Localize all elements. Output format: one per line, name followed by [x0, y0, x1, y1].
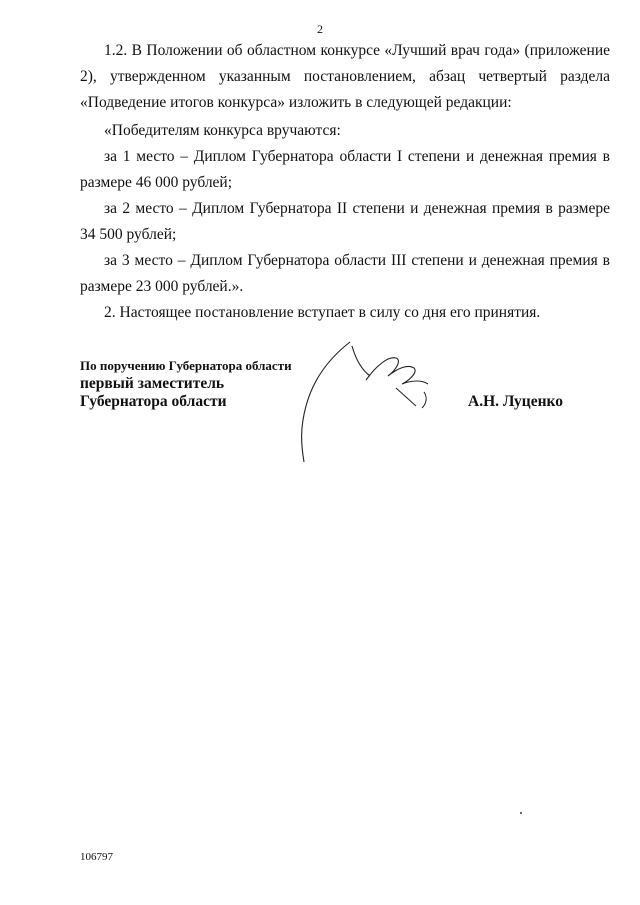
signatory-name: А.Н. Луценко: [468, 393, 564, 410]
signature-position-line1: первый заместитель: [80, 375, 225, 392]
signature-position-line2: Губернатора области: [80, 393, 227, 410]
handwritten-signature: [292, 336, 442, 466]
page-number: 2: [317, 22, 323, 36]
paragraph-1-2: 1.2. В Положении об областном конкурсе «Лучший врач года» (приложение 2), утвержденном указанным постановлением, абзац четвертый раздела «Подведение итогов конкурса» изложить в следующей редакции:: [80, 42, 610, 111]
paragraph-third-place: за 3 место – Диплом Губернатора области III степени и денежная премия в размере 23 000 рублей.».: [80, 252, 610, 295]
document-code: 106797: [80, 851, 113, 863]
scan-dot: [520, 812, 522, 814]
paragraph-second-place: за 2 место – Диплом Губернатора II степени и денежная премия в размере 34 500 рублей;: [80, 200, 610, 243]
paragraph-effective-date: 2. Настоящее постановление вступает в силу со дня его принятия.: [104, 304, 541, 321]
paragraph-winners-intro: «Победителям конкурса вручаются:: [104, 122, 341, 139]
signature-on-behalf: По поручению Губернатора области: [80, 358, 292, 373]
paragraph-first-place: за 1 место – Диплом Губернатора области I степени и денежная премия в размере 46 000 рублей;: [80, 148, 610, 191]
